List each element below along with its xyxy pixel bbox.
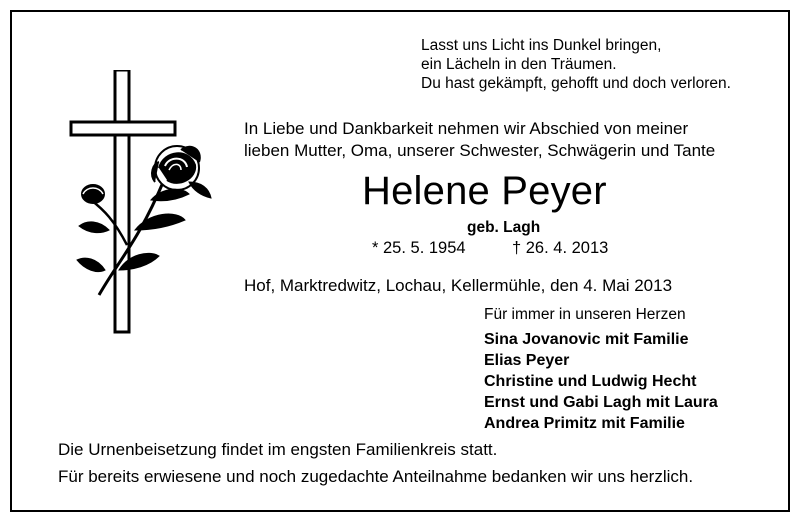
mourner-name: Elias Peyer bbox=[484, 352, 570, 369]
mourners-heading: Für immer in unseren Herzen bbox=[484, 306, 686, 323]
place-date: Hof, Marktredwitz, Lochau, Kellermühle, den 4. Mai 2013 bbox=[244, 276, 673, 295]
poem-line-2: ein Lächeln in den Träumen. bbox=[421, 56, 617, 73]
death-date: † 26. 4. 2013 bbox=[512, 239, 609, 257]
mourner-name: Ernst und Gabi Lagh mit Laura bbox=[484, 394, 718, 411]
intro-line-1: In Liebe und Dankbarkeit nehmen wir Abschied von meiner bbox=[244, 119, 689, 138]
mourner-name: Sina Jovanovic mit Familie bbox=[484, 331, 689, 348]
deceased-name: Helene Peyer bbox=[362, 169, 607, 213]
mourner-name: Andrea Primitz mit Familie bbox=[484, 415, 685, 432]
poem-line-1: Lasst uns Licht ins Dunkel bringen, bbox=[421, 37, 662, 54]
cross-rose-drawing bbox=[69, 70, 219, 340]
closing-line-1: Die Urnenbeisetzung findet im engsten Familienkreis statt. bbox=[58, 440, 498, 459]
life-dates bbox=[372, 239, 609, 258]
closing-text bbox=[58, 436, 693, 490]
maiden-name: geb. Lagh bbox=[467, 219, 541, 236]
intro-line-2: lieben Mutter, Oma, unserer Schwester, Schwägerin und Tante bbox=[244, 141, 716, 160]
poem-line-3: Du hast gekämpft, gehofft und doch verloren. bbox=[421, 75, 731, 92]
birth-date: * 25. 5. 1954 bbox=[372, 239, 466, 257]
closing-line-2: Für bereits erwiesene und noch zugedachte Anteilnahme bedanken wir uns herzlich. bbox=[58, 467, 694, 486]
cross-with-rose-icon bbox=[69, 70, 219, 345]
intro-text bbox=[244, 118, 715, 162]
mourners-list bbox=[484, 329, 718, 434]
mourner-name: Christine und Ludwig Hecht bbox=[484, 373, 697, 390]
poem bbox=[421, 36, 731, 93]
obituary-card bbox=[10, 10, 790, 512]
